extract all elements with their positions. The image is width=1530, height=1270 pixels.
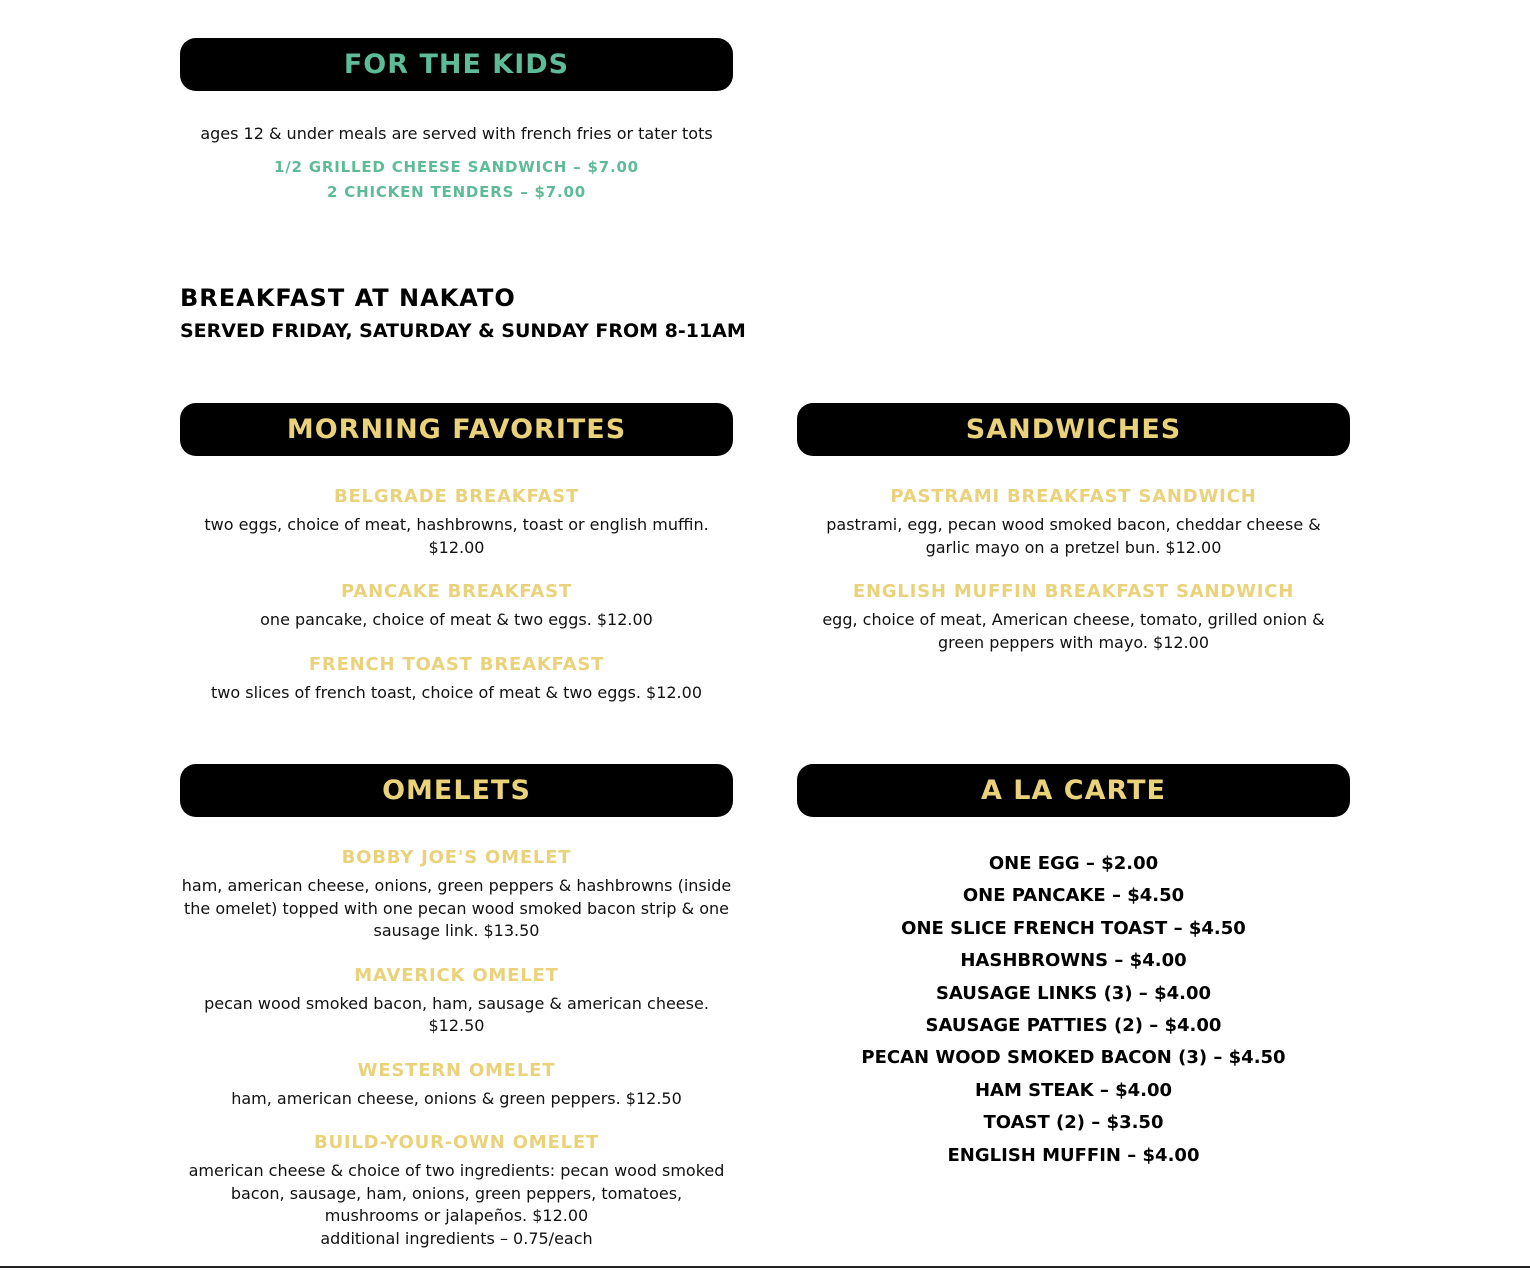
menu-item <box>180 845 733 943</box>
menu-item <box>812 484 1335 559</box>
sandwiches-list <box>812 484 1335 674</box>
menu-item <box>180 1058 733 1111</box>
a-la-carte-item: ONE PANCAKE – $4.50 <box>962 885 1185 907</box>
menu-item-name: BELGRADE BREAKFAST <box>333 486 580 507</box>
menu-item-name: BUILD-YOUR-OWN OMELET <box>313 1132 600 1153</box>
a-la-carte-item: HASHBROWNS – $4.00 <box>960 950 1187 972</box>
menu-item-name: BOBBY JOE'S OMELET <box>341 847 572 868</box>
menu-item <box>180 963 733 1038</box>
menu-item-description: one pancake, choice of meat & two eggs. $12.00 <box>260 610 653 629</box>
omelets-list <box>180 845 733 1270</box>
menu-item <box>180 652 733 705</box>
menu-item <box>812 579 1335 654</box>
breakfast-subtitle: SERVED FRIDAY, SATURDAY & SUNDAY FROM 8-11AM <box>180 320 746 342</box>
menu-item <box>180 484 733 559</box>
bottom-divider <box>0 1266 1530 1268</box>
a-la-carte-item: ONE SLICE FRENCH TOAST – $4.50 <box>901 917 1246 939</box>
a-la-carte-item: ONE EGG – $2.00 <box>988 853 1159 874</box>
menu-item <box>180 1130 733 1250</box>
breakfast-title: BREAKFAST AT NAKATO <box>180 284 516 312</box>
a-la-carte-item: HAM STEAK – $4.00 <box>974 1079 1173 1101</box>
a-la-carte-list <box>797 848 1350 1172</box>
sandwiches-heading-text: SANDWICHES <box>965 414 1182 445</box>
kids-note: ages 12 & under meals are served with french fries or tater tots <box>200 124 713 143</box>
morning-favorites-heading <box>180 403 733 456</box>
menu-item-description: american cheese & choice of two ingredients: pecan wood smoked bacon, sausage, ham, onions, green peppers, tomatoes, mushrooms or jalapeños. $12.00 <box>188 1161 725 1225</box>
menu-item-name: MAVERICK OMELET <box>354 964 559 986</box>
menu-item-name: FRENCH TOAST BREAKFAST <box>308 653 605 675</box>
morning-favorites-heading-text: MORNING FAVORITES <box>286 414 627 445</box>
menu-item-name: PASTRAMI BREAKFAST SANDWICH <box>890 486 1257 507</box>
menu-item-description: pecan wood smoked bacon, ham, sausage & american cheese. $12.50 <box>204 993 709 1035</box>
kids-item: 1/2 GRILLED CHEESE SANDWICH – $7.00 <box>274 158 639 176</box>
kids-item: 2 CHICKEN TENDERS – $7.00 <box>327 183 586 201</box>
a-la-carte-heading <box>797 764 1350 817</box>
menu-item-name: WESTERN OMELET <box>357 1059 556 1081</box>
morning-favorites-list <box>180 484 733 724</box>
menu-item-description: ham, american cheese, onions, green peppers & hashbrowns (inside the omelet) topped with one pecan wood smoked bacon strip & one sausage link. $13.50 <box>181 876 732 940</box>
kids-section-heading <box>180 38 733 91</box>
menu-item <box>180 579 733 632</box>
menu-item-description: ham, american cheese, onions & green peppers. $12.50 <box>231 1088 682 1108</box>
a-la-carte-heading-text: A LA CARTE <box>981 775 1166 806</box>
menu-item-name: PANCAKE BREAKFAST <box>341 581 572 602</box>
omelets-heading <box>180 764 733 817</box>
a-la-carte-item: TOAST (2) – $3.50 <box>983 1112 1164 1134</box>
menu-item-name: ENGLISH MUFFIN BREAKFAST SANDWICH <box>852 581 1295 602</box>
menu-item-description: egg, choice of meat, American cheese, tomato, grilled onion & green peppers with mayo. $12.00 <box>822 610 1325 652</box>
menu-item-extra: additional ingredients – 0.75/each <box>320 1228 593 1248</box>
a-la-carte-item: SAUSAGE LINKS (3) – $4.00 <box>935 982 1212 1004</box>
sandwiches-heading <box>797 403 1350 456</box>
a-la-carte-item: SAUSAGE PATTIES (2) – $4.00 <box>925 1015 1222 1037</box>
kids-section <box>180 122 733 205</box>
a-la-carte-item: PECAN WOOD SMOKED BACON (3) – $4.50 <box>861 1047 1286 1069</box>
menu-item-description: pastrami, egg, pecan wood smoked bacon, cheddar cheese & garlic mayo on a pretzel bun. $12.00 <box>826 515 1321 557</box>
omelets-heading-text: OMELETS <box>382 775 531 806</box>
menu-item-description: two eggs, choice of meat, hashbrowns, toast or english muffin. $12.00 <box>204 515 709 557</box>
kids-heading-text: FOR THE KIDS <box>343 49 570 80</box>
a-la-carte-item: ENGLISH MUFFIN – $4.00 <box>947 1144 1200 1166</box>
menu-item-description: two slices of french toast, choice of meat & two eggs. $12.00 <box>211 682 702 702</box>
